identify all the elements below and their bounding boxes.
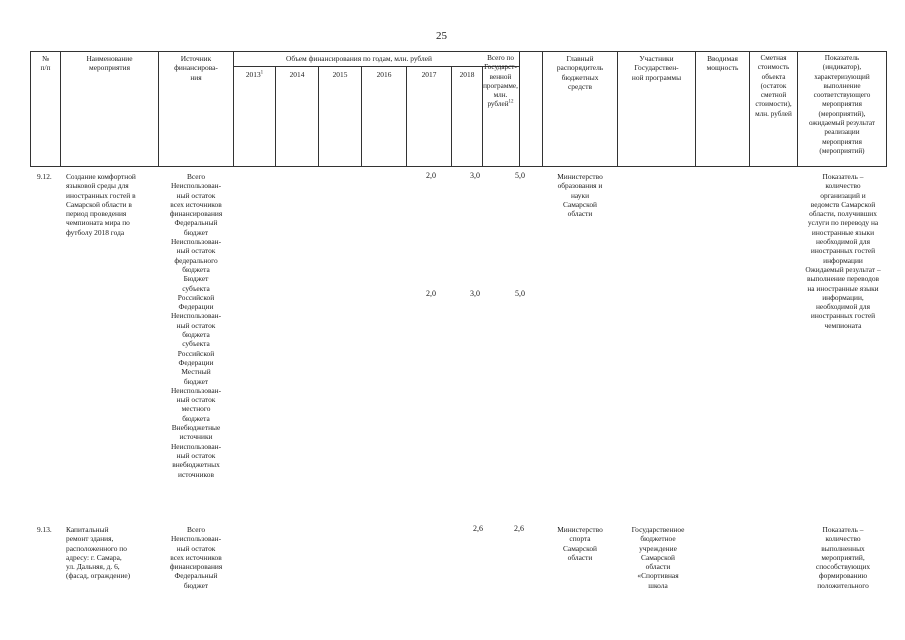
header-total xyxy=(482,54,519,110)
page-number: 25 xyxy=(436,30,447,42)
row-9-12-total-2017: 2,0 xyxy=(426,171,436,180)
year-col-divider xyxy=(318,66,319,167)
row-9-12-total-sum: 5,0 xyxy=(515,171,525,180)
year-col-divider xyxy=(275,66,276,167)
year-col-divider xyxy=(361,66,362,167)
row-9-12-name: Создание комфортной языковой среды для иностранных гостей в Самарской области в период проведения чемпионата мира по футболу 2018 года xyxy=(66,172,136,237)
header-year-2014: 2014 xyxy=(289,70,305,79)
header-indicator: Показатель (индикатор), характеризующий выполнение соответствующего мероприятия (мероприятий), ожидаемый результат реализации мероприятия (мероприятий) xyxy=(808,54,876,155)
header-participants: Участники Государствен- ной программы xyxy=(631,54,682,82)
table-right-border xyxy=(886,51,887,167)
row-9-12-subject-2018: 3,0 xyxy=(470,289,480,298)
header-year-2015: 2015 xyxy=(332,70,348,79)
header-year-2016: 2016 xyxy=(376,70,392,79)
row-9-12-manager: Министерство образования и науки Самарской области xyxy=(557,172,603,219)
row-9-12-total-2018: 3,0 xyxy=(470,171,480,180)
year-2013-footnote: 1 xyxy=(260,70,264,76)
row-9-12-subject-sum: 5,0 xyxy=(515,289,525,298)
year-col-divider xyxy=(451,66,452,167)
header-year-2013 xyxy=(234,70,275,79)
year-col-divider xyxy=(406,66,407,167)
row-9-12-num: 9.12. xyxy=(37,172,52,181)
header-total-label: Всего по Государст- венной программе, млн. рублей xyxy=(483,54,518,109)
row-9-13-sources: Всего Неиспользован- ный остаток всех источников финансирования Федеральный бюджет xyxy=(169,525,223,590)
header-total-footnote: 12 xyxy=(508,100,514,106)
col-divider xyxy=(519,51,520,167)
header-year-2017: 2017 xyxy=(421,70,437,79)
header-year-2018: 2018 xyxy=(459,70,475,79)
row-9-13-total-2018: 2,6 xyxy=(473,524,483,533)
header-manager: Главный распорядитель бюджетных средств xyxy=(556,54,604,91)
row-9-13-indicator: Показатель – количество выполненных мероприятий, способствующих формированию положительного xyxy=(815,525,871,590)
header-num: № п/п xyxy=(40,54,51,73)
header-name: Наименование мероприятия xyxy=(86,54,133,73)
col-divider xyxy=(233,51,234,167)
year-2013-label: 2013 xyxy=(245,70,261,79)
row-9-12-sources: Всего Неиспользован- ный остаток всех источников финансирования Федеральный бюджет Неиспользован- ный остаток федерального бюджета Бюджет субъекта Российской Федерации Неиспользован- ный остаток бюджета субъекта Российской Федерации Местный бюджет Неиспользован- ный остаток местного бюджета Внебюджетные источники Неиспользован- ный остаток внебюджетных источников xyxy=(169,172,223,479)
header-source: Источник финансирова- ния xyxy=(174,54,218,82)
row-9-13-manager: Министерство спорта Самарской области xyxy=(557,525,603,562)
header-funding-group: Объем финансирования по годам, млн. рублей xyxy=(286,54,432,63)
row-9-12-subject-2017: 2,0 xyxy=(426,289,436,298)
row-9-13-name: Капитальный ремонт здания, расположенного по адресу: г. Самара, ул. Дальняя, д. 6, (фасад, ограждение) xyxy=(66,525,131,581)
header-capacity: Вводимая мощность xyxy=(706,54,739,73)
row-9-12-indicator: Показатель – количество организаций и ведомств Самарской области, получивших услуги по переводу на иностранные языки необходимой для иностранных гостей информации Ожидаемый результат – выполнение переводов на иностранные языки информации, необходимой для иностранных гостей чемпионата xyxy=(805,172,881,330)
row-9-13-num: 9.13. xyxy=(37,525,52,534)
row-9-13-participants: Государственное бюджетное учреждение Самарской области «Спортивная школа xyxy=(631,525,685,590)
header-estimated-cost: Сметная стоимость объекта (остаток сметной стоимости), млн. рублей xyxy=(755,54,792,118)
row-9-13-total-sum: 2,6 xyxy=(514,524,524,533)
